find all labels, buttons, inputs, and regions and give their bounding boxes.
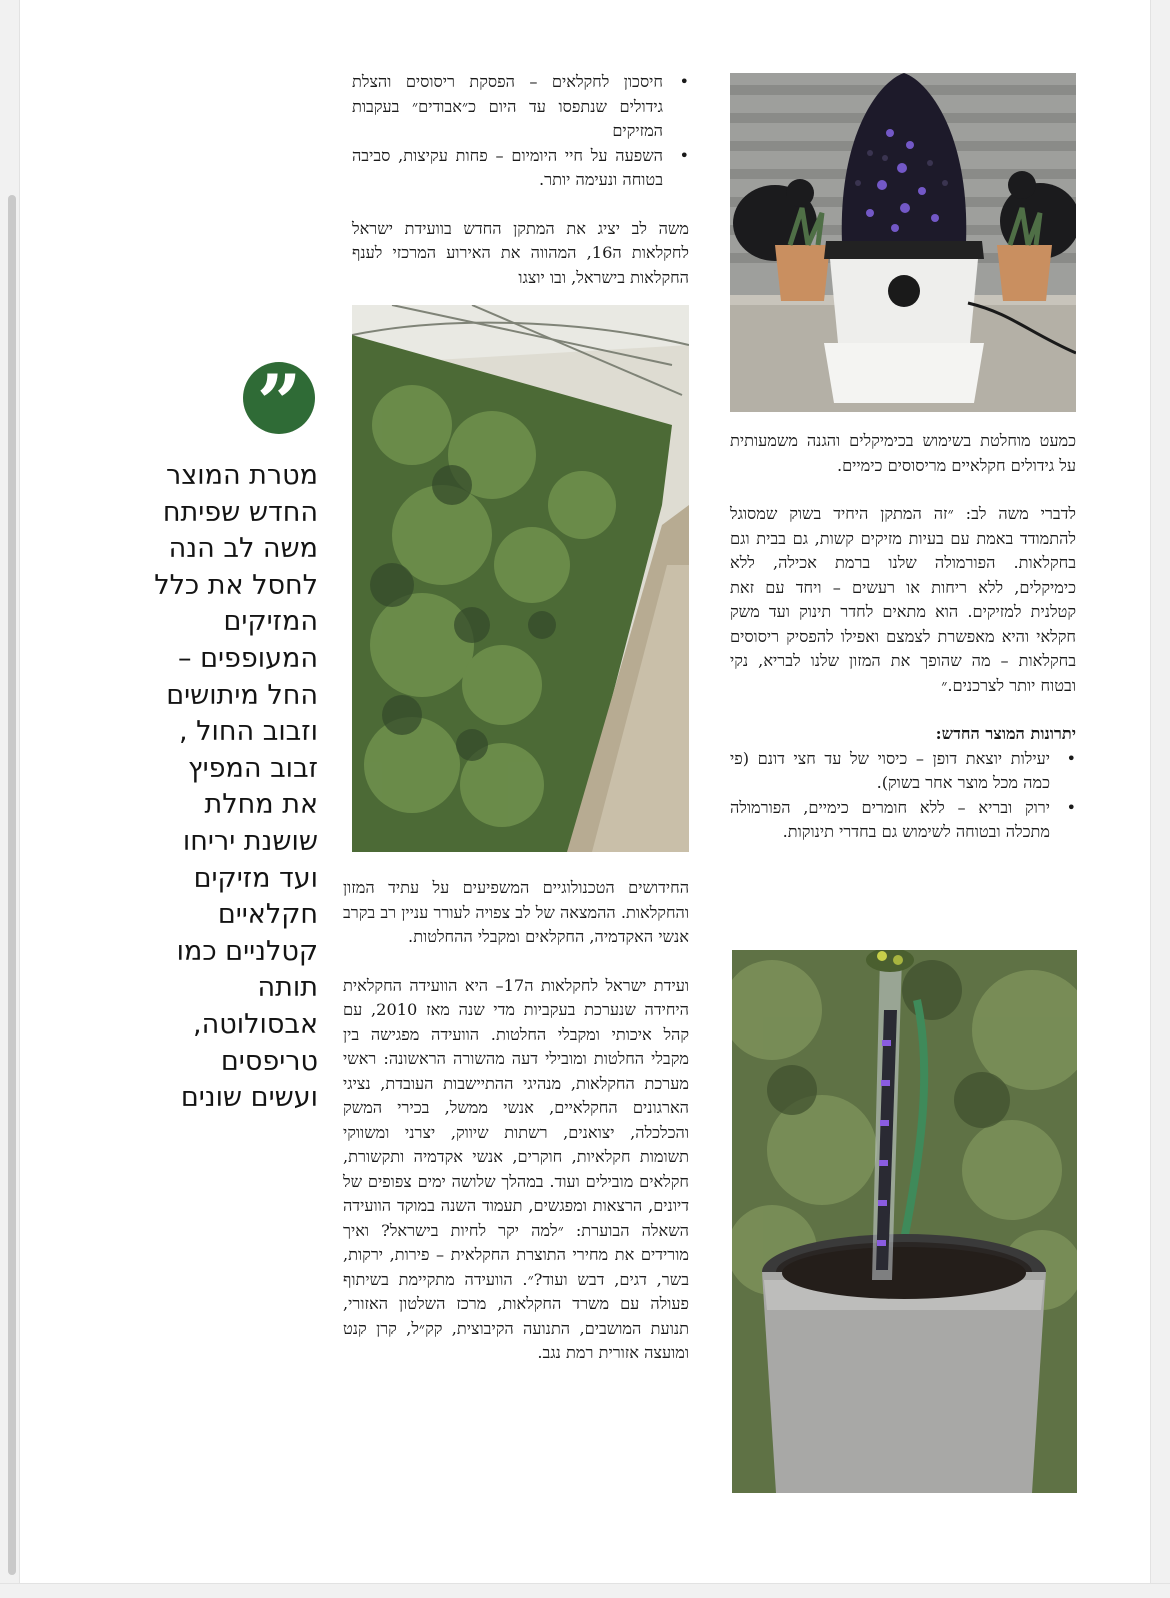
device-photo [730, 73, 1076, 412]
bottom-scrollbar[interactable] [0, 1583, 1170, 1598]
middle-column-bottom-text [343, 876, 689, 1366]
right-scrollbar[interactable] [1150, 0, 1170, 1598]
image-caption: כמעט מוחלטת בשימוש בכימיקלים והגנה משמעותית על גידולים חקלאיים מריסוסים כימיים. [730, 431, 1076, 475]
right-column-text [730, 429, 1076, 845]
bullet-item: • חיסכון לחקלאים – הפסקת ריסוסים והצלת גידולים שנתפסו עד היום כ״אבודים״ בעקבות המזיקים [352, 72, 689, 140]
quote-paragraph: לדברי משה לב: ״זה המתקן היחיד בשוק שמסוגל להתמודד באמת עם בעיות מזיקים קשות, גם בבית וגם בחקלאות. הפורמולה שלנו ברמת אכילה, ללא כימיקלים, ללא ריחות או רעשים – ויחד עם זאת קטלנית למזיקים. הוא מתאים לחדר תינוק ועד משק חקלאי והיא מאפשרת לצמצם ואפילו להפסיק ריסוסים בחקלאות – מה שהופך את המזון שלנו לבריא, נקי ובטוח יותר לצרכנים.״ [730, 504, 1076, 695]
advantages-heading: יתרונות המוצר החדש: [935, 724, 1076, 743]
pull-quote: מטרת המוצר החדש שפיתח משה לב הנה לחסל את כלל המזיקים המעופפים – החל מיתושים וזבוב החול , זבוב המפיץ את מחלת שושנת יריחו ועד מזיקים חקלאיים קטלניים כמו תותה אבסולוטה, טריפסים ועשים שונים [154, 460, 318, 1114]
conference-paragraph: ועידת ישראל לחקלאות ה17– היא הוועידה החקלאית היחידה שנערכת בעקביות מדי שנה מאז 2010, עם קהל איכותי ומקבלי החלטות. הוועידה מפגישה בין מקבלי החלטות ומובילי דעה מהשורה הראשונה: ראשי מערכת החקלאות, מנהיגי ההתיישבות העובדת, נציגי הארגונים החקלאיים, אנשי ממשל, בכירי המשק והכלכלה, יצואנים, רשתות שיווק, יצרני ומשווקי תשומות חקלאיות, חוקרים, אנשי אקדמיה ותקשורת, חקלאים מובילים ועוד. במהלך שלושה ימים צפופים של דיונים, הרצאות ומפגשים, תעמוד השנה במוקד הוועידה השאלה הבוערת: ״למה יקר לחיות בישראל? ואיך מורידים את מחירי התוצרת החקלאית – פירות, ירקות, בשר, דגים, דבש ועוד?״. הוועידה מתקיימת בשיתוף פעולה עם משרד החקלאות, מרכז השלטון האזורי, תנועת המושבים, התנועה הקיבוצית, קק״ל, קרן קנט ומועצה אזורית רמת נגב. [343, 975, 690, 1362]
tube-trap-photo [732, 950, 1077, 1493]
advantage-item: • יעילות יוצאת דופן – כיסוי של עד חצי דונם (פי כמה מכל מוצר אחר בשוק). [730, 748, 1076, 792]
continuation-paragraph: החידושים הטכנולוגיים המשפיעים על עתיד המזון והחקלאות. ההמצאה של לב צפויה לעורר עניין רב בקרב אנשי האקדמיה, החקלאים ומקבלי ההחלטות. [343, 878, 689, 946]
left-scrollbar[interactable] [0, 0, 20, 1598]
greenhouse-photo [352, 305, 689, 852]
advantage-item: • ירוק ובריא – ללא חומרים כימיים, הפורמולה מתכלה ובטוחה לשימוש גם בחדרי תינוקות. [730, 797, 1076, 841]
scrollbar-thumb[interactable] [8, 195, 16, 1575]
quote-mark-icon: ” [243, 362, 315, 434]
intro-paragraph: משה לב יציג את המתקן החדש בוועידת ישראל לחקלאות ה16, המהווה את האירוע המרכזי לענף החקלאות בישראל, ובו יוצגו [352, 218, 689, 287]
middle-column-top-text [352, 70, 689, 290]
bullet-item: • השפעה על חיי היומיום – פחות עקיצות, סביבה בטוחה ונעימה יותר. [352, 145, 689, 189]
